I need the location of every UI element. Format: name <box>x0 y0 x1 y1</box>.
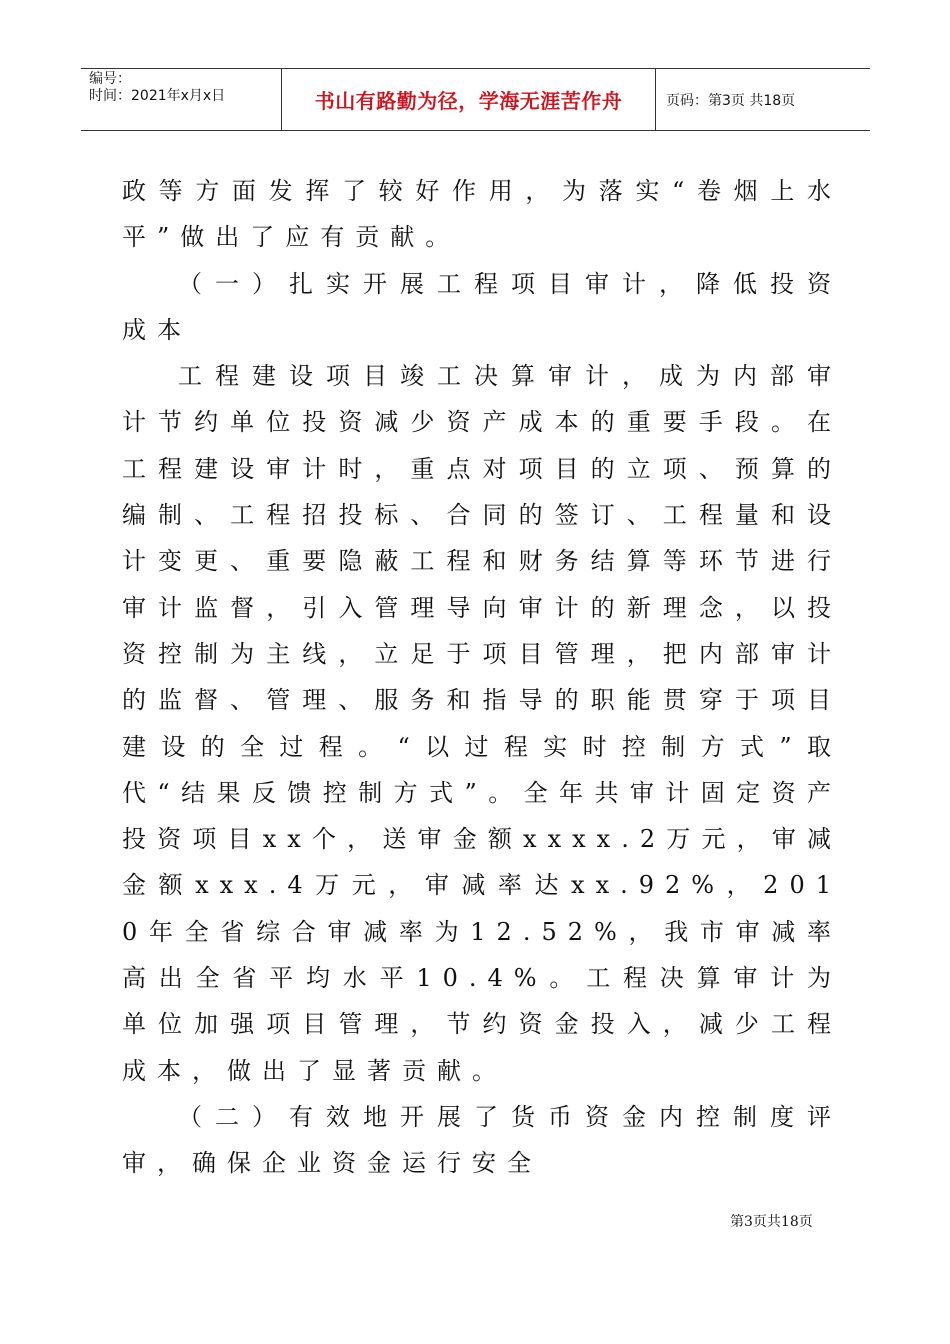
paragraph-continuation: 政等方面发挥了较好作用，为落实“卷烟上水平”做出了应有贡献。 <box>122 177 842 252</box>
header-meta <box>81 69 282 130</box>
page-header <box>81 68 870 131</box>
document-number-label: 编号： <box>89 71 131 87</box>
header-motto: 书山有路勤为径，学海无涯苦作舟 <box>282 69 656 130</box>
document-time-label: 时间：2021年x月x日 <box>89 88 226 104</box>
document-body <box>122 168 842 1187</box>
section-heading-1: （一）扎实开展工程项目审计，降低投资成本 <box>122 269 842 344</box>
header-page-info: 页码：第3页 共18页 <box>666 92 796 109</box>
section-heading-2: （二）有效地开展了货币资金内控制度评审，确保企业资金运行安全 <box>122 1102 842 1178</box>
paragraph-project-audit: 工程建设项目竣工决算审计，成为内部审计节约单位投资减少资产成本的重要手段。在工程建设审计时，重点对项目的立项、预算的编制、工程招投标、合同的签订、工程量和设计变更、重要隐蔽工程和财务结算等环节进行审计监督，引入管理导向审计的新理念，以投资控制为主线，立足于项目管理，把内部审计的监督、管理、服务和指导的职能贯穿于项目建设的全过程。“以过程实时控制方式”取代“结果反馈控制方式”。全年共审计固定资产投资项目xx个，送审金额xxxx.2万元，审减金额xxx.4万元，审减率达xx.92%，2010年全省综合审减率为12.52%，我市审减率高出全省平均水平10.4%。工程决算审计为单位加强项目管理，节约资金投入，减少工程成本，做出了显著贡献。 <box>122 362 842 1085</box>
page-footer: 第3页共18页 <box>730 1214 813 1230</box>
